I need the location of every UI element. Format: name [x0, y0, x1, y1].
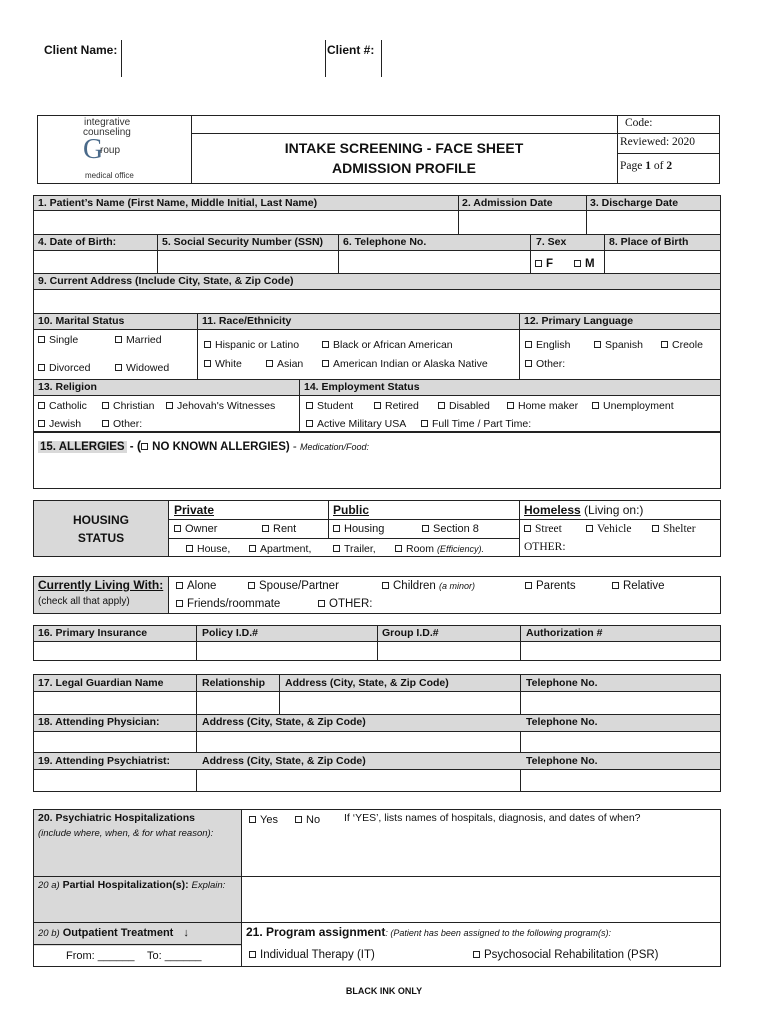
- checkbox-icon: [525, 582, 532, 589]
- physician-telephone-label: Telephone No.: [526, 716, 598, 728]
- checkbox-icon: [525, 341, 532, 348]
- psychiatric-hospitalizations-label: 20. Psychiatric Hospitalizations: [38, 812, 195, 824]
- employment-unemployment-checkbox[interactable]: Unemployment: [592, 400, 674, 412]
- client-name-field-divider: [121, 40, 122, 77]
- living-spouse-checkbox[interactable]: Spouse/Partner: [248, 580, 339, 592]
- housing-private-heading: Private: [174, 503, 215, 517]
- religion-catholic-checkbox[interactable]: Catholic: [38, 400, 87, 412]
- current-address-label: 9. Current Address (Include City, State, & Zip Code): [38, 275, 294, 287]
- hospitalization-yes-checkbox[interactable]: Yes: [249, 814, 278, 826]
- no-known-allergies-checkbox[interactable]: [141, 443, 148, 450]
- program-assignment-label: 21. Program assignment: (Patient has been assigned to the following program(s):: [246, 925, 612, 939]
- discharge-date-label: 3. Discharge Date: [590, 197, 679, 209]
- attending-psychiatrist-label: 19. Attending Psychiatrist:: [38, 755, 171, 767]
- checkbox-icon: [262, 525, 269, 532]
- client-name-label: Client Name:: [44, 43, 118, 57]
- checkbox-icon: [507, 402, 514, 409]
- checkbox-icon: [382, 582, 389, 589]
- ssn-label: 5. Social Security Number (SSN): [162, 236, 324, 248]
- living-relative-checkbox[interactable]: Relative: [612, 580, 665, 592]
- religion-jehovah-checkbox[interactable]: Jehovah's Witnesses: [166, 400, 275, 412]
- sex-f-checkbox[interactable]: F: [535, 258, 553, 270]
- checkbox-icon: [102, 420, 109, 427]
- employment-student-checkbox[interactable]: Student: [306, 400, 353, 412]
- checkbox-icon: [586, 525, 593, 532]
- living-parents-checkbox[interactable]: Parents: [525, 580, 576, 592]
- checkbox-icon: [166, 402, 173, 409]
- checkbox-icon: [266, 360, 273, 367]
- housing-other-field[interactable]: OTHER:: [524, 541, 566, 553]
- allergies-label: 15. ALLERGIES - ( NO KNOWN ALLERGIES) - Medication/Food:: [40, 438, 370, 453]
- living-friends-checkbox[interactable]: Friends/roommate: [176, 598, 280, 610]
- race-label: 11. Race/Ethnicity: [202, 315, 292, 327]
- patient-name-field[interactable]: [34, 211, 458, 234]
- hospitalizations-note: (include where, when, & for what reason):: [38, 828, 214, 839]
- checkbox-icon: [38, 336, 45, 343]
- language-creole-checkbox[interactable]: Creole: [661, 339, 703, 351]
- checkbox-icon: [473, 951, 480, 958]
- checkbox-icon: [594, 341, 601, 348]
- race-native-checkbox[interactable]: American Indian or Alaska Native: [322, 358, 488, 370]
- housing-trailer-checkbox[interactable]: Trailer,: [333, 543, 376, 555]
- checkbox-icon: [186, 545, 193, 552]
- checkbox-icon: [115, 364, 122, 371]
- arrow-down-icon: ↓: [183, 927, 189, 939]
- employment-disabled-checkbox[interactable]: Disabled: [438, 400, 490, 412]
- checkbox-icon: [38, 402, 45, 409]
- checkbox-icon: [176, 600, 183, 607]
- legal-guardian-label: 17. Legal Guardian Name: [38, 677, 164, 689]
- reviewed-label: Reviewed: 2020: [620, 136, 696, 148]
- marital-status-label: 10. Marital Status: [38, 315, 125, 327]
- form-subtitle: ADMISSION PROFILE: [332, 160, 476, 176]
- physician-address-label: Address (City, State, & Zip Code): [202, 716, 366, 728]
- checkbox-icon: [422, 525, 429, 532]
- allergies-field[interactable]: [34, 456, 720, 488]
- checkbox-icon: [592, 402, 599, 409]
- checkbox-icon: [524, 525, 531, 532]
- checkbox-icon: [176, 582, 183, 589]
- admission-date-label: 2. Admission Date: [462, 197, 553, 209]
- checkbox-icon: [38, 420, 45, 427]
- checkbox-icon: [652, 525, 659, 532]
- guardian-relationship-label: Relationship: [202, 677, 266, 689]
- telephone-label: 6. Telephone No.: [343, 236, 427, 248]
- logo: integrative counseling G roup medical office: [83, 117, 134, 180]
- living-children-checkbox[interactable]: Children (a minor): [382, 580, 475, 592]
- housing-house-checkbox[interactable]: House,: [186, 543, 230, 555]
- checkbox-icon: [38, 364, 45, 371]
- discharge-date-field[interactable]: [587, 211, 720, 234]
- race-hispanic-checkbox[interactable]: Hispanic or Latino: [204, 339, 299, 351]
- checkbox-icon: [102, 402, 109, 409]
- housing-homeless-heading: Homeless (Living on:): [524, 503, 644, 517]
- employment-status-label: 14. Employment Status: [304, 381, 420, 393]
- guardian-address-label: Address (City, State, & Zip Code): [285, 677, 449, 689]
- hospitalization-no-checkbox[interactable]: No: [295, 814, 320, 826]
- employment-homemaker-checkbox[interactable]: Home maker: [507, 400, 578, 412]
- housing-shelter-checkbox[interactable]: Shelter: [652, 523, 696, 535]
- checkbox-icon: [438, 402, 445, 409]
- religion-other-checkbox[interactable]: Other:: [102, 418, 142, 430]
- housing-public-heading: Public: [333, 503, 370, 517]
- religion-label: 13. Religion: [38, 381, 97, 393]
- language-other-checkbox[interactable]: Other:: [525, 358, 565, 370]
- policy-id-label: Policy I.D.#: [202, 627, 259, 639]
- psychiatrist-telephone-label: Telephone No.: [526, 755, 598, 767]
- sex-label: 7. Sex: [536, 236, 567, 248]
- housing-street-checkbox[interactable]: Street: [524, 523, 562, 535]
- checkbox-icon: [295, 816, 302, 823]
- checkbox-icon: [333, 525, 340, 532]
- form-title: INTAKE SCREENING - FACE SHEET: [284, 140, 524, 156]
- living-with-note: (check all that apply): [38, 596, 130, 607]
- checkbox-icon: [204, 341, 211, 348]
- client-number-divider-right: [381, 40, 382, 77]
- language-spanish-checkbox[interactable]: Spanish: [594, 339, 643, 351]
- hospitalization-if-yes-prompt: If ‘YES’, lists names of hospitals, diagnosis, and dates of when?: [344, 812, 641, 824]
- authorization-label: Authorization #: [526, 627, 603, 639]
- current-address-field[interactable]: [34, 290, 720, 313]
- religion-christian-checkbox[interactable]: Christian: [102, 400, 154, 412]
- living-with-label: Currently Living With:: [38, 578, 164, 592]
- housing-apartment-checkbox[interactable]: Apartment,: [249, 543, 311, 555]
- checkbox-icon: [249, 545, 256, 552]
- client-number-divider-left: [325, 40, 326, 77]
- code-label: Code:: [625, 117, 653, 129]
- logo-g-glyph: G: [83, 134, 104, 165]
- page-indicator: Page 1 of 2: [620, 160, 673, 172]
- sex-m-checkbox[interactable]: M: [574, 258, 595, 270]
- partial-hospitalization-field[interactable]: [242, 877, 720, 921]
- housing-owner-checkbox[interactable]: Owner: [174, 523, 217, 535]
- housing-public-housing-checkbox[interactable]: Housing: [333, 523, 384, 535]
- checkbox-icon: [574, 260, 581, 267]
- checkbox-icon: [249, 951, 256, 958]
- housing-label-line1: HOUSING: [72, 513, 129, 527]
- attending-physician-label: 18. Attending Physician:: [38, 716, 160, 728]
- checkbox-icon: [174, 525, 181, 532]
- employment-fulltime-checkbox[interactable]: Full Time / Part Time:: [421, 418, 531, 430]
- living-other-checkbox[interactable]: OTHER:: [318, 598, 372, 610]
- race-asian-checkbox[interactable]: Asian: [266, 358, 303, 370]
- place-of-birth-label: 8. Place of Birth: [609, 236, 689, 248]
- checkbox-icon: [395, 545, 402, 552]
- checkbox-icon: [374, 402, 381, 409]
- patient-name-label: 1. Patient’s Name (First Name, Middle Initial, Last Name): [38, 197, 318, 209]
- race-white-checkbox[interactable]: White: [204, 358, 242, 370]
- housing-room-checkbox[interactable]: Room (Efficiency).: [395, 543, 484, 555]
- outpatient-to-field[interactable]: To: ______: [147, 950, 202, 962]
- client-number-label: Client #:: [327, 43, 375, 57]
- hospitalization-details-field[interactable]: [242, 830, 720, 875]
- checkbox-icon: [661, 341, 668, 348]
- checkbox-icon: [525, 360, 532, 367]
- housing-section8-checkbox[interactable]: Section 8: [422, 523, 479, 535]
- checkbox-icon: [306, 420, 313, 427]
- housing-vehicle-checkbox[interactable]: Vehicle: [586, 523, 631, 535]
- checkbox-icon: [612, 582, 619, 589]
- checkbox-icon: [248, 582, 255, 589]
- living-alone-checkbox[interactable]: Alone: [176, 580, 216, 592]
- guardian-telephone-label: Telephone No.: [526, 677, 598, 689]
- checkbox-icon: [421, 420, 428, 427]
- program-it-checkbox[interactable]: Individual Therapy (IT): [249, 949, 375, 961]
- checkbox-icon: [322, 341, 329, 348]
- checkbox-icon: [333, 545, 340, 552]
- checkbox-icon: [249, 816, 256, 823]
- footer-note: BLACK INK ONLY: [345, 986, 423, 996]
- marital-married-checkbox[interactable]: Married: [115, 334, 162, 346]
- checkbox-icon: [306, 402, 313, 409]
- housing-label-line2: STATUS: [77, 531, 125, 545]
- religion-jewish-checkbox[interactable]: Jewish: [38, 418, 81, 430]
- marital-widowed-checkbox[interactable]: Widowed: [115, 362, 169, 374]
- checkbox-icon: [318, 600, 325, 607]
- program-psr-checkbox[interactable]: Psychosocial Rehabilitation (PSR): [473, 949, 659, 961]
- employment-retired-checkbox[interactable]: Retired: [374, 400, 419, 412]
- outpatient-treatment-label: 20 b) Outpatient Treatment ↓: [38, 927, 189, 939]
- checkbox-icon: [535, 260, 542, 267]
- marital-single-checkbox[interactable]: Single: [38, 334, 78, 346]
- employment-military-checkbox[interactable]: Active Military USA: [306, 418, 406, 430]
- checkbox-icon: [115, 336, 122, 343]
- checkbox-icon: [204, 360, 211, 367]
- housing-rent-checkbox[interactable]: Rent: [262, 523, 296, 535]
- partial-hospitalization-label: 20 a) Partial Hospitalization(s): Explain:: [38, 879, 226, 891]
- primary-language-label: 12. Primary Language: [524, 315, 634, 327]
- admission-date-field[interactable]: [459, 211, 586, 234]
- psychiatrist-address-label: Address (City, State, & Zip Code): [202, 755, 366, 767]
- primary-insurance-label: 16. Primary Insurance: [38, 627, 148, 639]
- outpatient-from-field[interactable]: From: ______: [66, 950, 135, 962]
- language-english-checkbox[interactable]: English: [525, 339, 570, 351]
- group-id-label: Group I.D.#: [382, 627, 439, 639]
- checkbox-icon: [322, 360, 329, 367]
- marital-divorced-checkbox[interactable]: Divorced: [38, 362, 90, 374]
- dob-label: 4. Date of Birth:: [38, 236, 117, 248]
- race-black-checkbox[interactable]: Black or African American: [322, 339, 453, 351]
